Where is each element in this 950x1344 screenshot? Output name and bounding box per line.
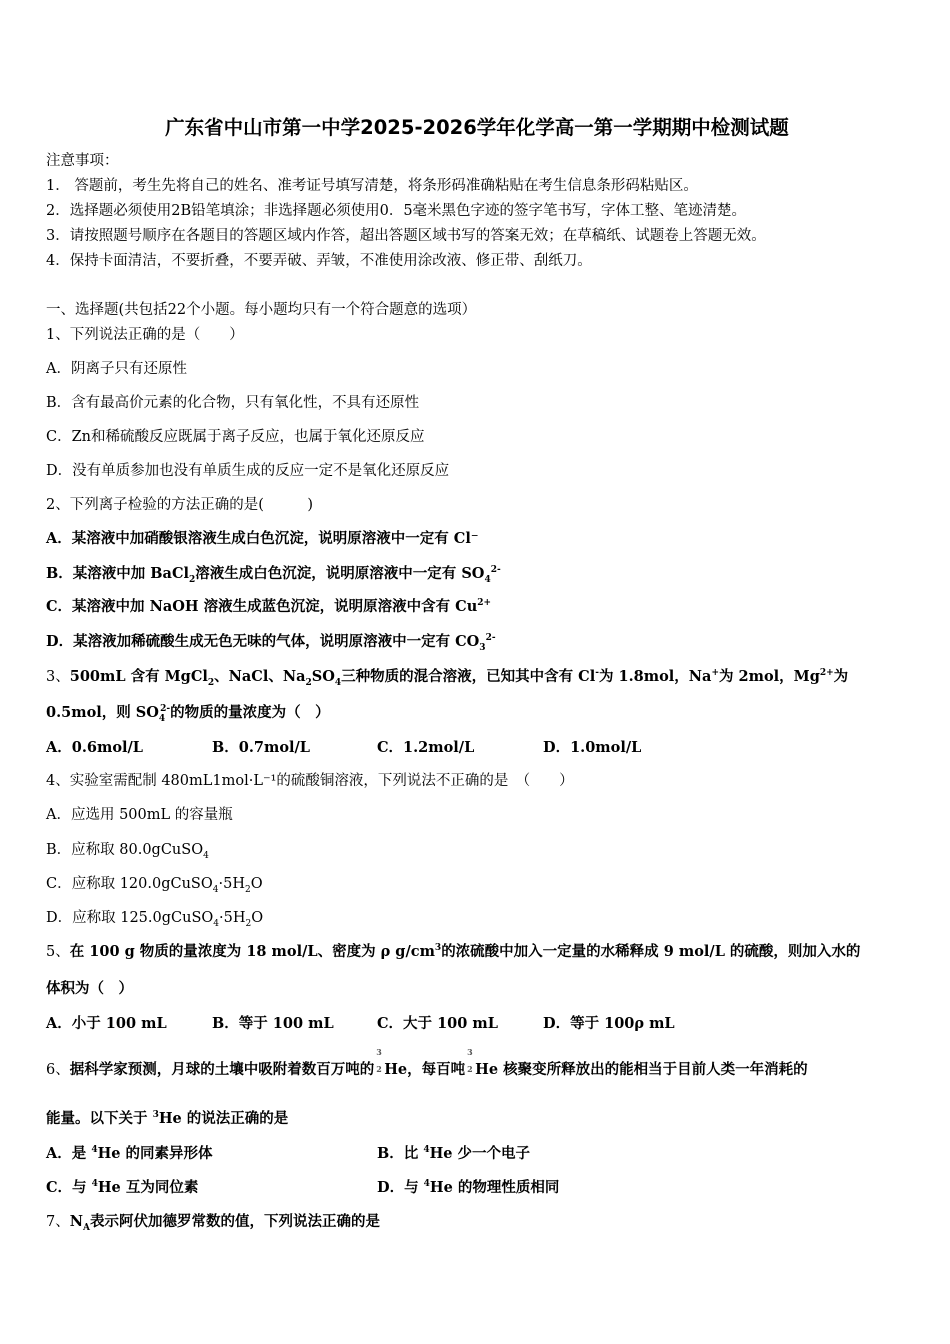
q1-option-b: B．含有最高价元素的化合物，只有氧化性，不具有还原性 [46, 395, 420, 411]
q5-option-b: B．等于 100 mL [212, 1015, 334, 1032]
q1-option-c: C．Zn和稀硫酸反应既属于离子反应，也属于氧化还原反应 [46, 429, 425, 445]
section-heading: 一、选择题(共包括22个小题。每小题均只有一个符合题意的选项） [46, 302, 477, 318]
q4-option-b: B．应称取 80.0gCuSO$_4$ [46, 842, 209, 861]
notice-item-4: 4．保持卡面清洁，不要折叠，不要弄破、弄皱，不准使用涂改液、修正带、刮纸刀。 [46, 253, 592, 269]
q2-option-b: B．某溶液中加 BaCl$_2$溶液生成白色沉淀，说明原溶液中一定有 $SO_4^{2-}$ [46, 565, 501, 585]
q1-option-a: A．阴离子只有还原性 [46, 361, 187, 377]
q3-option-a: A．0.6mol/L [46, 739, 143, 756]
q6-option-c: C．与 $^4$He 互为同位素 [46, 1179, 199, 1196]
q6-stem-line1: 6、据科学家预测，月球的土壤中吸附着数百万吨的 3 2 He，每百吨 3 2 He 核聚变所释放出的能相当于目前人类一年消耗的 [46, 1047, 808, 1078]
q6-option-b: B．比 $^4$He 少一个电子 [377, 1145, 531, 1162]
q3-option-d: D．1.0mol/L [543, 739, 642, 756]
notice-item-1: 1． 答题前，考生先将自己的姓名、准考证号填写清楚，将条形码准确粘贴在考生信息条形码粘贴区。 [46, 178, 698, 194]
q3-stem-line2: 0.5mol，则 $SO_4^{2-}$的物质的量浓度为（ ） [46, 704, 330, 724]
q6-isotope-1: 3 2 [376, 1047, 382, 1074]
page-title: 广东省中山市第一中学2025-2026学年化学高一第一学期期中检测试题 [165, 116, 789, 139]
q5-option-a: A．小于 100 mL [46, 1015, 167, 1032]
q1-stem: 1、下列说法正确的是（ ） [46, 327, 244, 343]
q5-stem-line2: 体积为（ ） [46, 980, 133, 997]
notice-item-3: 3．请按照题号顺序在各题目的答题区域内作答，超出答题区域书写的答案无效；在草稿纸、试题卷上答题无效。 [46, 228, 766, 244]
notice-item-2: 2．选择题必须使用2B铅笔填涂；非选择题必须使用0．5毫米黑色字迹的签字笔书写，字体工整、笔迹清楚。 [46, 203, 747, 219]
q3-option-b: B．0.7mol/L [212, 739, 310, 756]
q3-option-c: C．1.2mol/L [377, 739, 475, 756]
q2-option-a: A．某溶液中加硝酸银溶液生成白色沉淀，说明原溶液中一定有 Cl⁻ [46, 530, 479, 547]
q4-option-d: D．应称取 $125.0gCuSO_4\cdot 5H_2O$ [46, 910, 264, 929]
q2-stem: 2、下列离子检验的方法正确的是( ) [46, 497, 314, 513]
notice-heading: 注意事项： [46, 153, 119, 169]
q6-option-a: A．是 $^4$He 的同素异形体 [46, 1145, 213, 1162]
q4-option-a: A．应选用 500mL 的容量瓶 [46, 807, 233, 823]
q5-option-d: D．等于 100ρ mL [543, 1015, 675, 1032]
q5-option-c: C．大于 100 mL [377, 1015, 498, 1032]
q4-option-c: C．应称取 $120.0gCuSO_4\cdot 5H_2O$ [46, 876, 263, 895]
q1-option-d: D．没有单质参加也没有单质生成的反应一定不是氧化还原反应 [46, 463, 450, 479]
q5-stem-line1: 5、在 100 g 物质的量浓度为 18 mol/L、密度为 ρ $g/cm^3$的浓硫酸中加入一定量的水稀释成 9 mol/L 的硫酸，则加入水的 [46, 943, 861, 960]
q3-stem-line1: 3、500mL 含有 MgCl$_2$、NaCl、$Na_2SO_4$三种物质的混合溶液，已知其中含有 Cl-为 1.8mol，Na+为 2mol，$Mg^{2+}$为 [46, 668, 849, 688]
q6-isotope-2: 3 2 [467, 1047, 473, 1074]
q2-option-c: C．某溶液中加 NaOH 溶液生成蓝色沉淀，说明原溶液中含有 $Cu^{2+}$ [46, 598, 492, 615]
q6-stem-line2: 能量。以下关于 $^3$He 的说法正确的是 [46, 1110, 289, 1127]
q6-option-d: D．与 $^4$He 的物理性质相同 [377, 1179, 560, 1196]
q4-stem: 4、实验室需配制 480mL1mol·L⁻¹的硫酸铜溶液，下列说法不正确的是 （ ） [46, 773, 574, 789]
q7-stem: 7、$N_A$表示阿伏加德罗常数的值，下列说法正确的是 [46, 1213, 380, 1233]
q2-option-d: D．某溶液加稀硫酸生成无色无味的气体，说明原溶液中一定有 $CO_3^{2-}$ [46, 633, 496, 653]
